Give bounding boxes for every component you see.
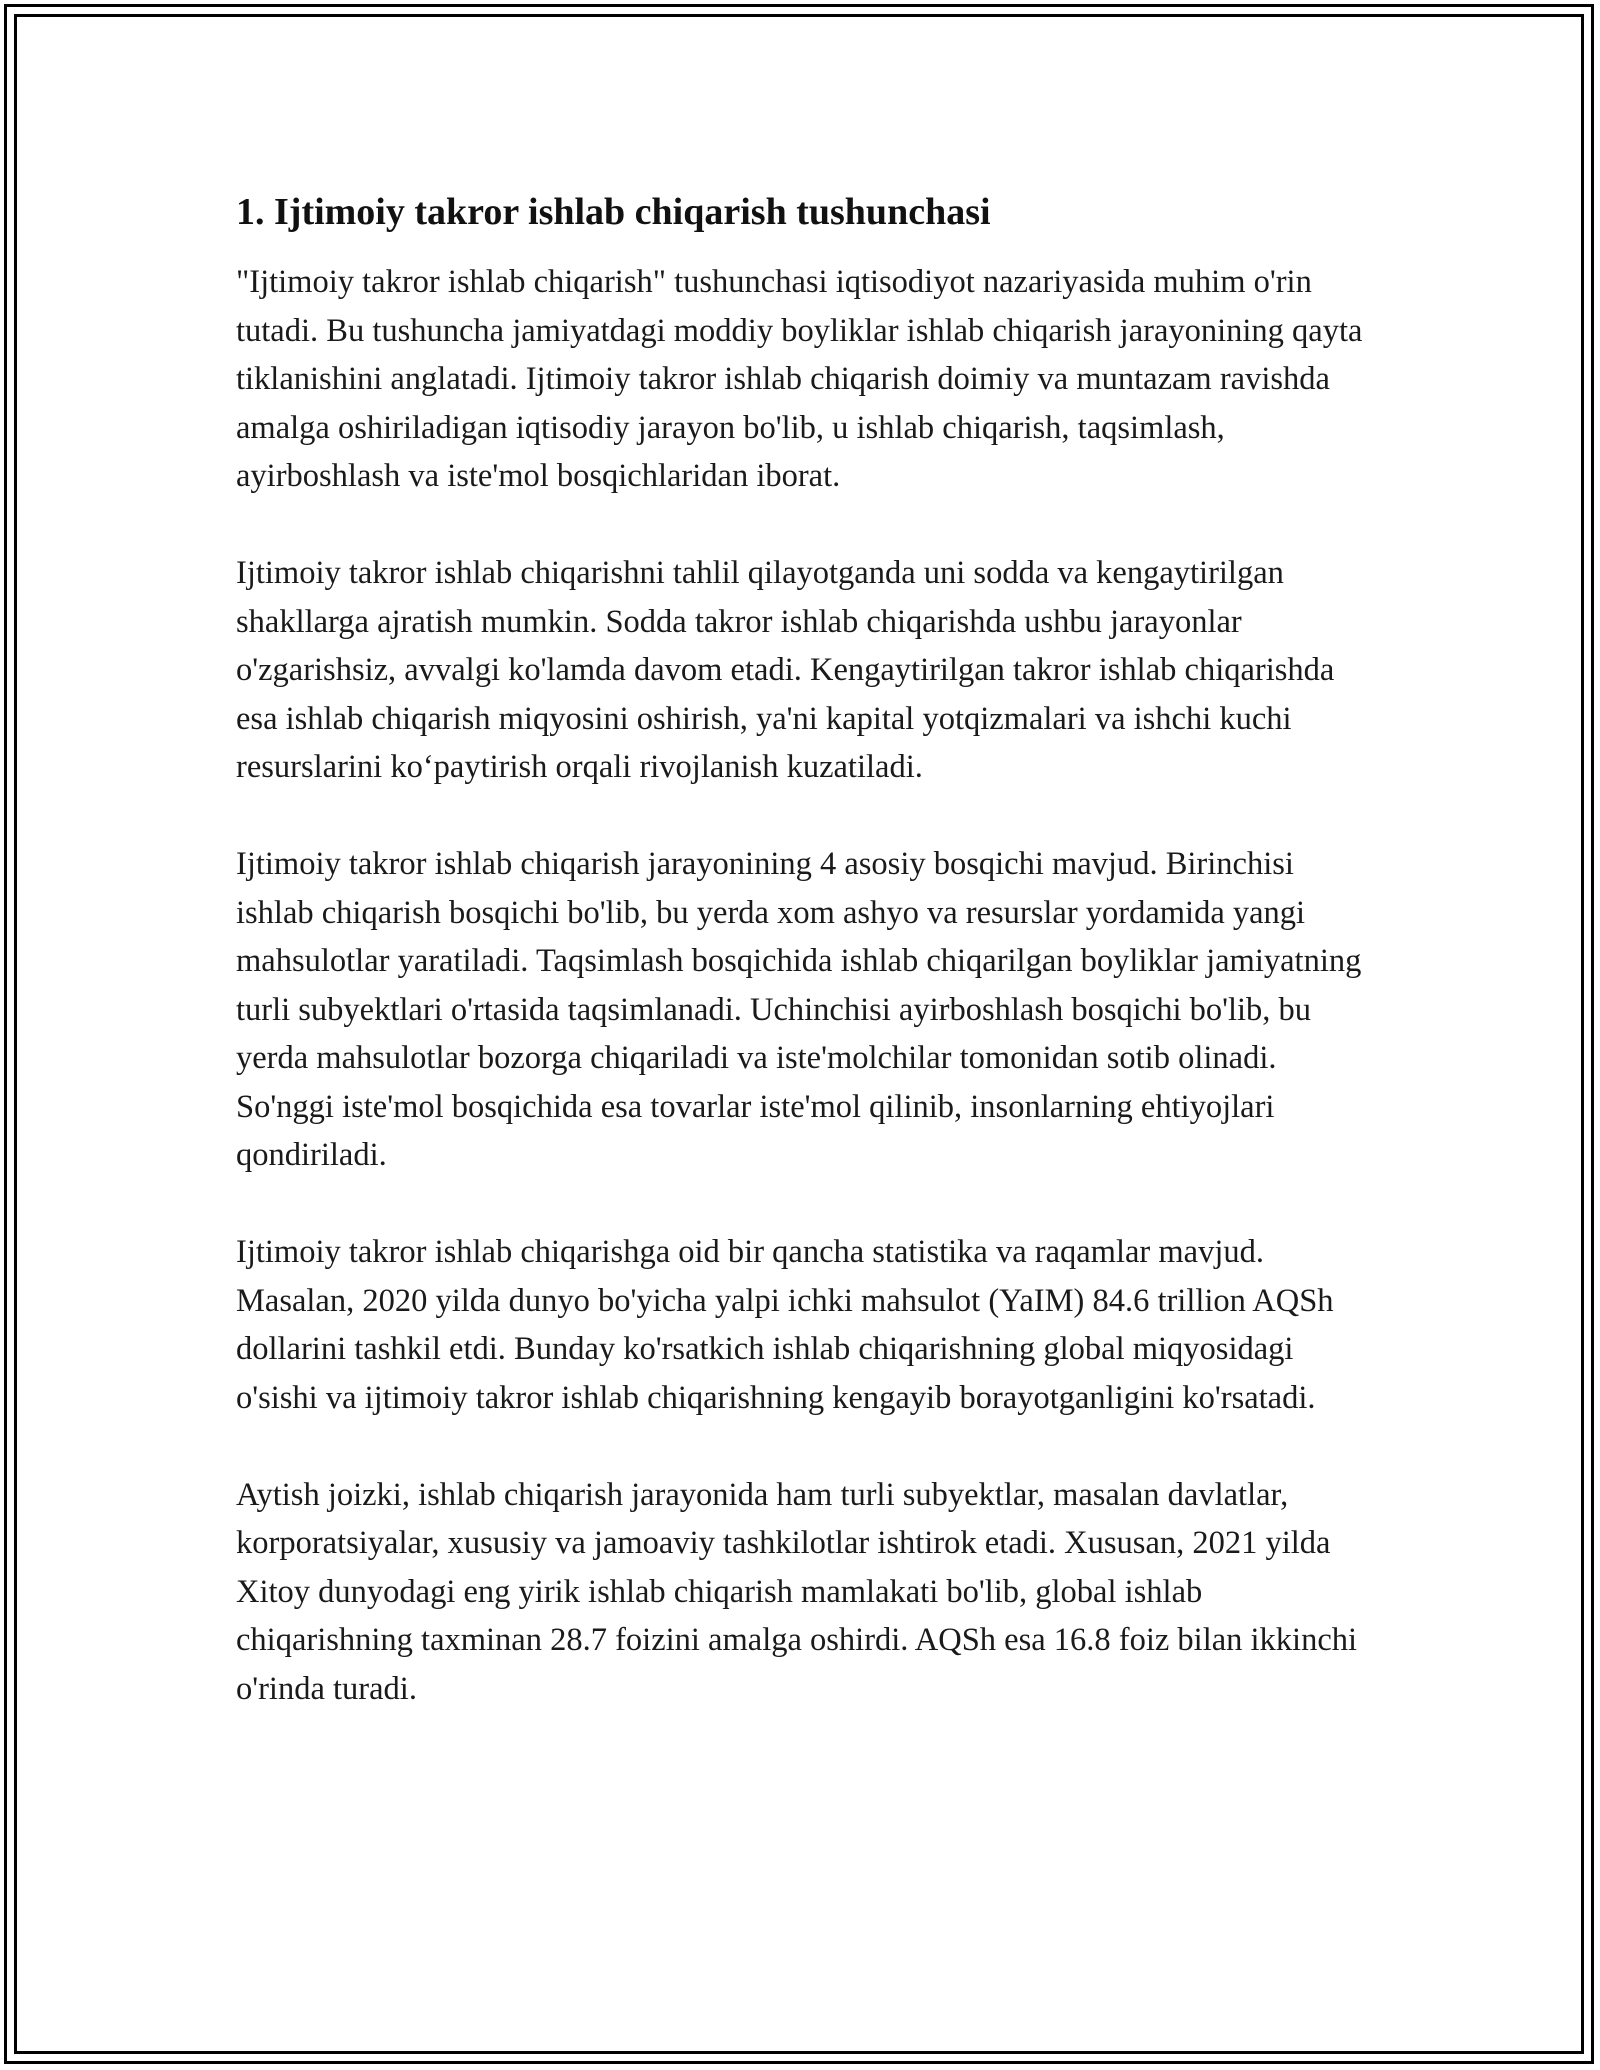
paragraph-3: Ijtimoiy takror ishlab chiqarish jarayonining 4 asosiy bosqichi mavjud. Birinchisi ishlab chiqarish bosqichi bo'lib, bu yerda xom ashyo va resurslar yordamida yangi mahsulotlar yaratiladi. Taqsimlash bosqichida ishlab chiqarilgan boyliklar jamiyatning turli subyektlari o'rtasida taqsimlanadi. Uchinchisi ayirboshlash bosqichi bo'lib, bu yerda mahsulotlar bozorga chiqariladi va iste'molchilar tomonidan sotib olinadi. So'nggi iste'mol bosqichida esa tovarlar iste'mol qilinib, insonlarning ehtiyojlari qondiriladi. [236, 846, 1362, 1173]
paragraph-2: Ijtimoiy takror ishlab chiqarishni tahlil qilayotganda uni sodda va kengaytirilgan shakllarga ajratish mumkin. Sodda takror ishlab chiqarishda ushbu jarayonlar o'zgarishsiz, avvalgi ko'lamda davom etadi. Kengaytirilgan takror ishlab chiqarishda esa ishlab chiqarish miqyosini oshirish, ya'ni kapital yotqizmalari va ishchi kuchi resurslarini ko‘paytirish orqali rivojlanish kuzatiladi. [236, 555, 1335, 785]
paragraph-1: "Ijtimoiy takror ishlab chiqarish" tushunchasi iqtisodiyot nazariyasida muhim o'rin tutadi. Bu tushuncha jamiyatdagi moddiy boyliklar ishlab chiqarish jarayonining qayta tiklanishini anglatadi. Ijtimoiy takror ishlab chiqarish doimiy va muntazam ravishda amalga oshiriladigan iqtisodiy jarayon bo'lib, u ishlab chiqarish, taqsimlash, ayirboshlash va iste'mol bosqichlaridan iborat. [236, 264, 1363, 494]
page-title: 1. Ijtimoiy takror ishlab chiqarish tushunchasi [236, 191, 991, 233]
paragraph-5: Aytish joizki, ishlab chiqarish jarayonida ham turli subyektlar, masalan davlatlar, korporatsiyalar, xususiy va jamoaviy tashkilotlar ishtirok etadi. Xususan, 2021 yilda Xitoy dunyodagi eng yirik ishlab chiqarish mamlakati bo'lib, global ishlab chiqarishning taxminan 28.7 foizini amalga oshirdi. AQSh esa 16.8 foiz bilan ikkinchi o'rinda turadi. [236, 1476, 1358, 1707]
document-body [236, 186, 1364, 1762]
paragraph-4: Ijtimoiy takror ishlab chiqarishga oid bir qancha statistika va raqamlar mavjud. Masalan, 2020 yilda dunyo bo'yicha yalpi ichki mahsulot (YaIM) 84.6 trillion AQSh dollarini tashkil etdi. Bunday ko'rsatkich ishlab chiqarishning global miqyosidagi o'sishi va ijtimoiy takror ishlab chiqarishning kengayib borayotganligini ko'rsatadi. [236, 1234, 1334, 1416]
